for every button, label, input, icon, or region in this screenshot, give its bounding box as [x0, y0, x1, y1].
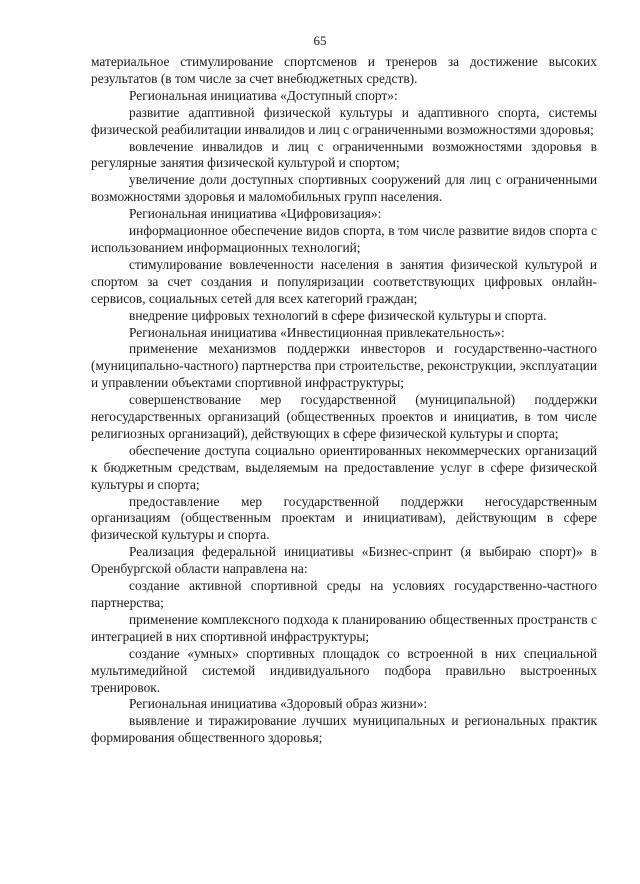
- list-item: развитие адаптивной физической культуры и адаптивного спорта, системы физической реабилитации инвалидов и лиц с ограниченными возможностями здоровья;: [91, 104, 597, 137]
- list-item: выявление и тиражирование лучших муниципальных и региональных практик формирования общественного здоровья;: [91, 713, 597, 746]
- list-item: применение комплексного подхода к планированию общественных пространств с интеграцией в них спортивной инфраструктуры;: [91, 611, 597, 644]
- paragraph-material-incentives: материальное стимулирование спортсменов и тренеров за достижение высоких результатов (в том числе за счет внебюджетных средств).: [91, 54, 597, 86]
- list-item: увеличение доли доступных спортивных сооружений для лиц с ограниченными возможностями здоровья и маломобильных групп населения.: [91, 172, 597, 205]
- list-item: предоставление мер государственной поддержки негосударственным организациям (общественным проектам и инициативам), действующим в сфере физической культуры и спорта.: [91, 493, 597, 543]
- list-item: создание «умных» спортивных площадок со встроенной в них специальной мультимедийной системой индивидуального подбора правильно выстроенных тренировок.: [91, 645, 597, 695]
- document-body: [91, 54, 597, 747]
- list-item: применение механизмов поддержки инвесторов и государственно-частного (муниципально-частного) партнерства при строительстве, реконструкции, эксплуатации и управлении объектами спортивной инфраструктуры;: [91, 341, 597, 391]
- list-item: информационное обеспечение видов спорта, в том числе развитие видов спорта с использованием информационных технологий;: [91, 223, 597, 255]
- list-item: создание активной спортивной среды на условиях государственно-частного партнерства;: [91, 578, 597, 610]
- heading-healthy-lifestyle: Региональная инициатива «Здоровый образ жизни»:: [129, 696, 428, 712]
- heading-digitalization: Региональная инициатива «Цифровизация»:: [129, 206, 382, 222]
- heading-accessible-sport: Региональная инициатива «Доступный спорт»:: [129, 87, 398, 103]
- heading-investment-attractiveness: Региональная инициатива «Инвестиционная привлекательность»:: [129, 324, 505, 340]
- list-item: обеспечение доступа социально ориентированных некоммерческих организаций к бюджетным средствам, выделяемым на предоставление услуг в сфере физической культуры и спорта;: [91, 442, 597, 492]
- page-number: 65: [313, 33, 327, 48]
- list-item: стимулирование вовлеченности населения в занятия физической культурой и спортом за счет создания и популяризации соответствующих цифровых онлайн-сервисов, социальных сетей для всех категорий граждан;: [91, 256, 597, 306]
- paragraph-business-sprint: Реализация федеральной инициативы «Бизнес-спринт (я выбираю спорт)» в Оренбургской области направлена на:: [91, 544, 597, 577]
- list-item: внедрение цифровых технологий в сфере физической культуры и спорта.: [129, 307, 547, 323]
- list-item: совершенствование мер государственной (муниципальной) поддержки негосударственных организаций (общественных проектов и инициатив, в том числе религиозных организаций), действующих в сфере физической культуры и спорта;: [91, 392, 597, 441]
- list-item: вовлечение инвалидов и лиц с ограниченными возможностями здоровья в регулярные занятия физической культурой и спортом;: [91, 138, 597, 171]
